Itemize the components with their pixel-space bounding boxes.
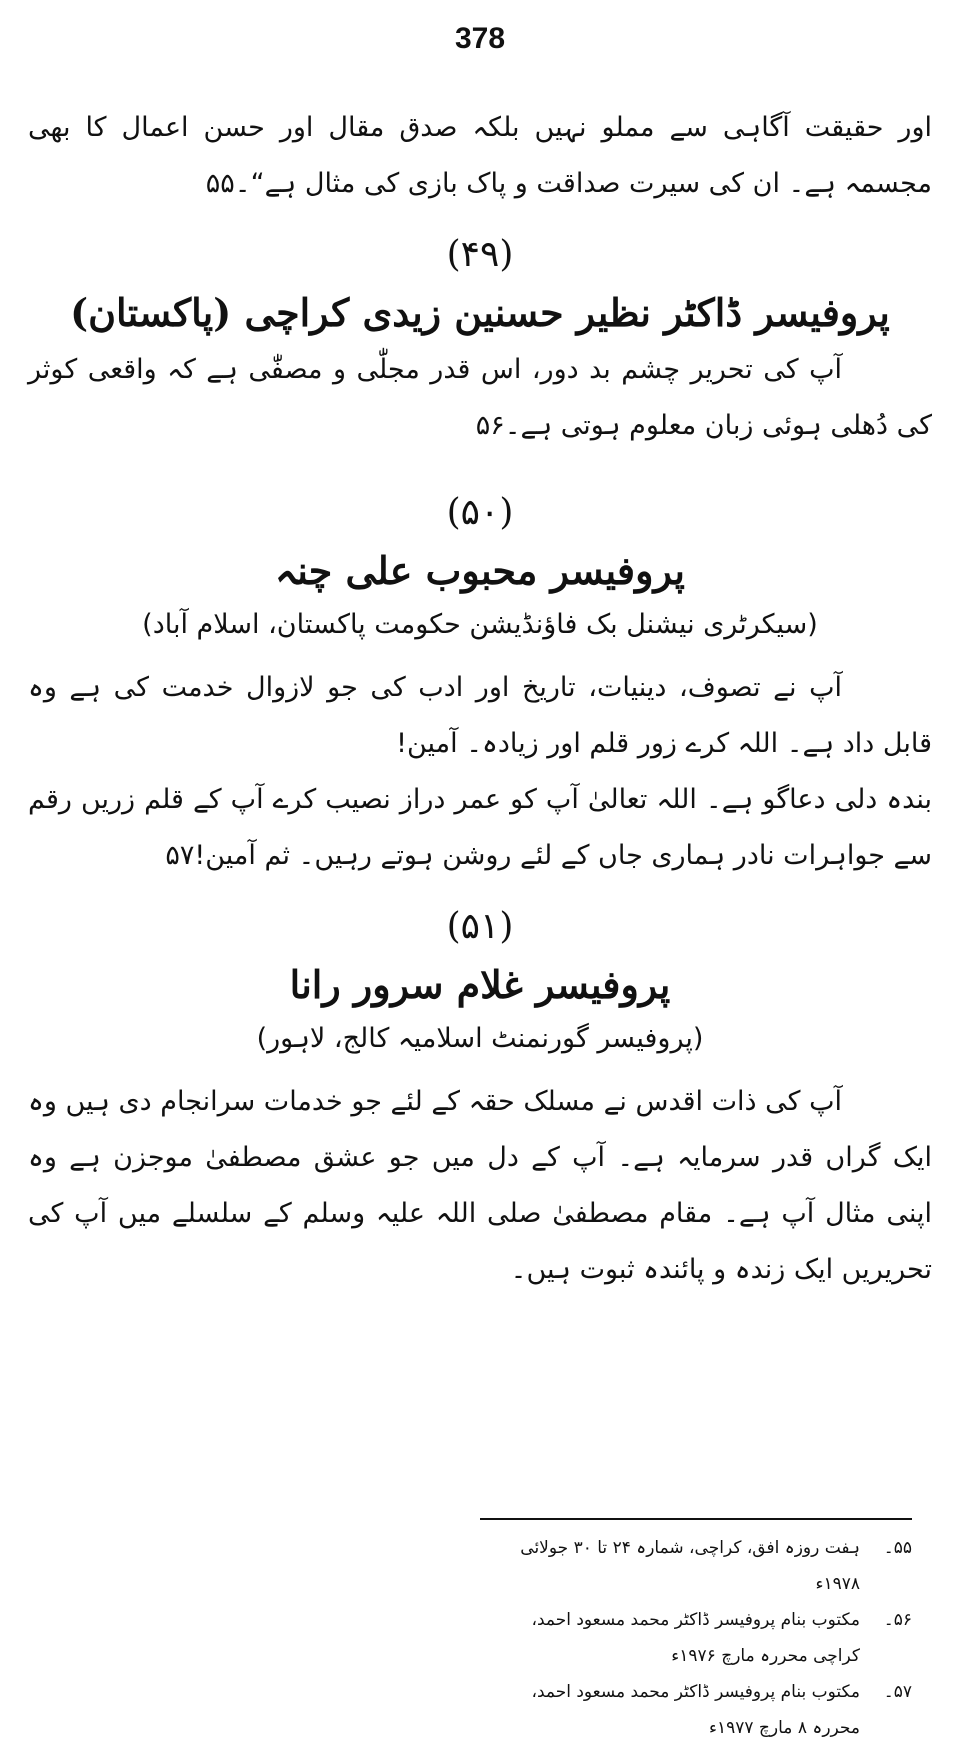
footnote-text: ہفت روزہ افق، کراچی، شمارہ ۲۴ تا ۳۰ جولائی ۱۹۷۸ء bbox=[520, 1538, 860, 1594]
page-body bbox=[28, 100, 932, 1298]
section-51-title: پروفیسر غلام سرور رانا bbox=[289, 962, 671, 1007]
footnote-56 bbox=[480, 1602, 912, 1674]
section-49-paragraph: آپ کی تحریر چشم بد دور، اس قدر مجلّٰی و مصفّٰی ہے کہ واقعی کوثر کی دُھلی ہوئی زبان معلوم ہوتی ہے۔۵۶ bbox=[28, 354, 932, 441]
section-51-subtitle: (پروفیسر گورنمنٹ اسلامیہ کالج، لاہور) bbox=[256, 1023, 704, 1054]
footnote-number: ۵۵۔ bbox=[883, 1538, 912, 1558]
intro-paragraph: اور حقیقت آگاہی سے مملو نہیں بلکہ صدق مقال اور حسن اعمال کا بھی مجسمہ ہے۔ ان کی سیرت صداقت و پاک بازی کی مثال ہے“۔۵۵ bbox=[28, 112, 932, 199]
footnote-55 bbox=[480, 1530, 912, 1602]
section-51-number: (۵۱) bbox=[446, 906, 514, 947]
footnote-number: ۵۶۔ bbox=[883, 1610, 912, 1630]
section-50-number: (۵۰) bbox=[446, 492, 514, 533]
section-49-title: پروفیسر ڈاکٹر نظیر حسنین زیدی کراچی (پاکستان) bbox=[70, 290, 890, 335]
footnotes bbox=[480, 1518, 912, 1746]
footnote-number: ۵۷۔ bbox=[883, 1682, 912, 1702]
section-51-paragraph: آپ کی ذات اقدس نے مسلک حقہ کے لئے جو خدمات سرانجام دی ہیں وہ ایک گراں قدر سرمایہ ہے۔ آپ کے دل میں جو عشق مصطفیٰ موجزن ہے وہ اپنی مثال آپ ہے۔ مقام مصطفیٰ صلی اللہ علیہ وسلم کے سلسلے میں آپ کی تحریریں ایک زندہ و پائندہ ثبوت ہیں۔ bbox=[28, 1086, 932, 1285]
footnote-57 bbox=[480, 1674, 912, 1746]
section-49-number: (۴۹) bbox=[446, 234, 514, 275]
section-50-paragraph-2: بندہ دلی دعاگو ہے۔ اللہ تعالیٰ آپ کو عمر دراز نصیب کرے آپ کے قلم زریں رقم سے جواہرات نادر ہماری جاں کے لئے روشن ہوتے رہیں۔ ثم آمین!۵۷ bbox=[28, 784, 932, 871]
footnote-text: مکتوب بنام پروفیسر ڈاکٹر محمد مسعود احمد، محررہ ۸ مارچ ۱۹۷۷ء bbox=[531, 1682, 860, 1738]
section-50-paragraph-1: آپ نے تصوف، دینیات، تاریخ اور ادب کی جو لازوال خدمت کی ہے وہ قابل داد ہے۔ اللہ کرے زور قلم اور زیادہ۔ آمین! bbox=[28, 672, 932, 759]
footnote-rule bbox=[480, 1518, 912, 1520]
section-50-subtitle: (سیکرٹری نیشنل بک فاؤنڈیشن حکومت پاکستان، اسلام آباد) bbox=[142, 609, 818, 640]
footnote-text: مکتوب بنام پروفیسر ڈاکٹر محمد مسعود احمد، کراچی محررہ مارچ ۱۹۷۶ء bbox=[531, 1610, 860, 1666]
page-number: 378 bbox=[454, 22, 506, 55]
section-50-title: پروفیسر محبوب علی چنہ bbox=[275, 548, 685, 593]
